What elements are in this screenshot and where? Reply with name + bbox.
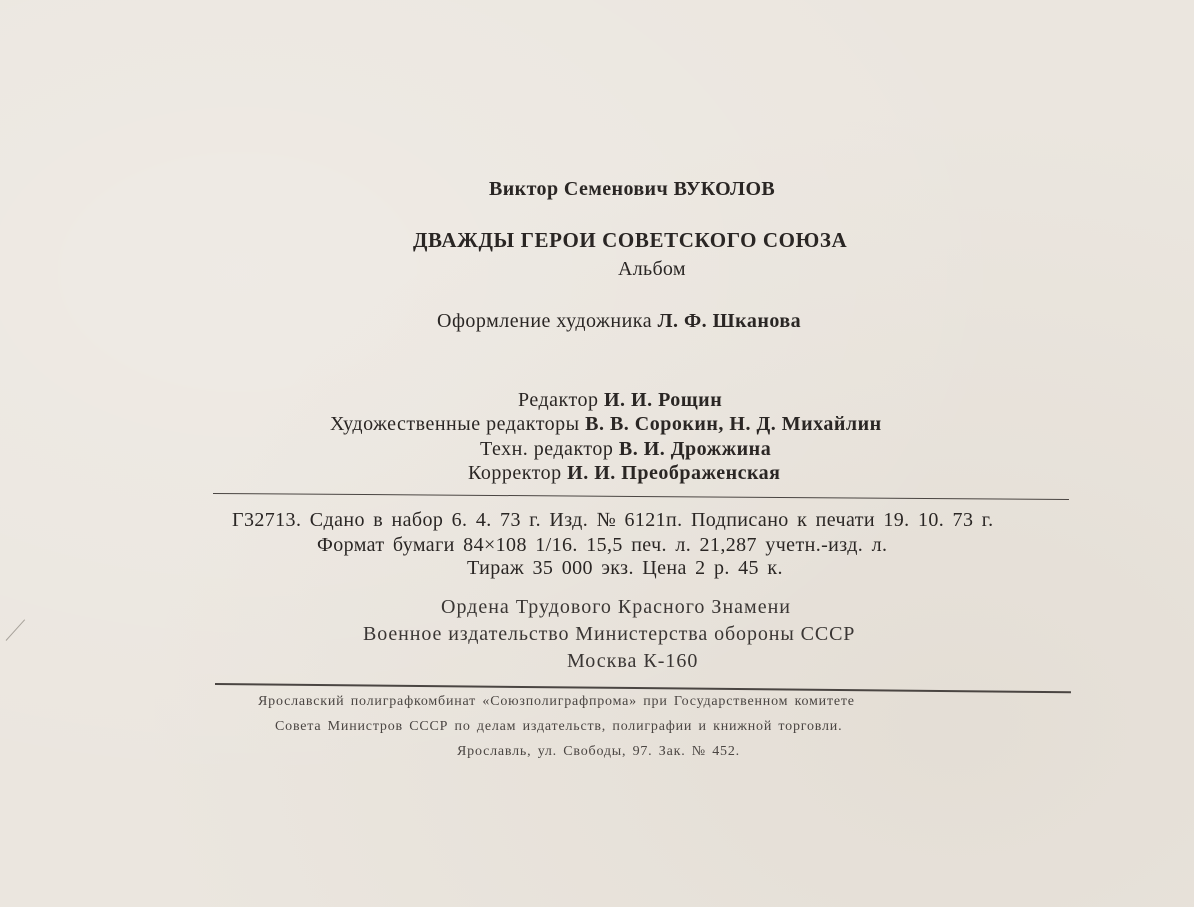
publisher-line-3: Москва К-160 [567,650,699,672]
tech-editor-names: В. И. Дрожжина [618,438,772,460]
paper-scratch-mark [6,619,25,640]
art-editors-names: В. В. Сорокин, Н. Д. Михайлин [585,413,882,435]
proofreader-names: И. И. Преображенская [567,462,781,484]
design-name: Л. Ф. Шканова [657,310,802,332]
author-last-name: ВУКОЛОВ [673,178,776,200]
book-subtitle: Альбом [618,258,686,280]
printer-line-2: Совета Министров СССР по делам издательств, полиграфии и книжной торговли. [275,719,843,734]
publication-details-line-1: Г32713. Сдано в набор 6. 4. 73 г. Изд. № 6121п. Подписано к печати 19. 10. 73 г. [232,509,994,531]
author-first-name: Виктор Семенович [489,178,669,200]
editor-line [518,390,722,410]
author-line [489,179,775,199]
art-editors-line [330,414,882,434]
publication-details-line-2: Формат бумаги 84×108 1/16. 15,5 печ. л. 21,287 учетн.-изд. л. [317,534,888,556]
divider-bottom [215,683,1071,693]
publisher-line-1: Ордена Трудового Красного Знамени [441,596,791,618]
printer-line-1: Ярославский полиграфкомбинат «Союзполиграфпрома» при Государственном комитете [258,694,855,709]
book-title: ДВАЖДЫ ГЕРОИ СОВЕТСКОГО СОЮЗА [413,228,848,252]
publication-details-line-3: Тираж 35 000 экз. Цена 2 р. 45 к. [467,557,783,579]
design-label: Оформление художника [437,310,653,332]
tech-editor-label: Техн. редактор [480,438,614,460]
editor-label: Редактор [518,389,599,411]
divider-top [213,493,1069,500]
tech-editor-line [480,439,771,459]
proofreader-label: Корректор [468,462,562,484]
printer-line-3: Ярославль, ул. Свободы, 97. Зак. № 452. [457,744,740,759]
editor-names: И. И. Рощин [603,389,723,411]
design-credit [437,311,801,331]
publisher-line-2: Военное издательство Министерства обороны СССР [363,623,856,645]
art-editors-label: Художественные редакторы [330,413,580,435]
proofreader-line [468,463,781,483]
